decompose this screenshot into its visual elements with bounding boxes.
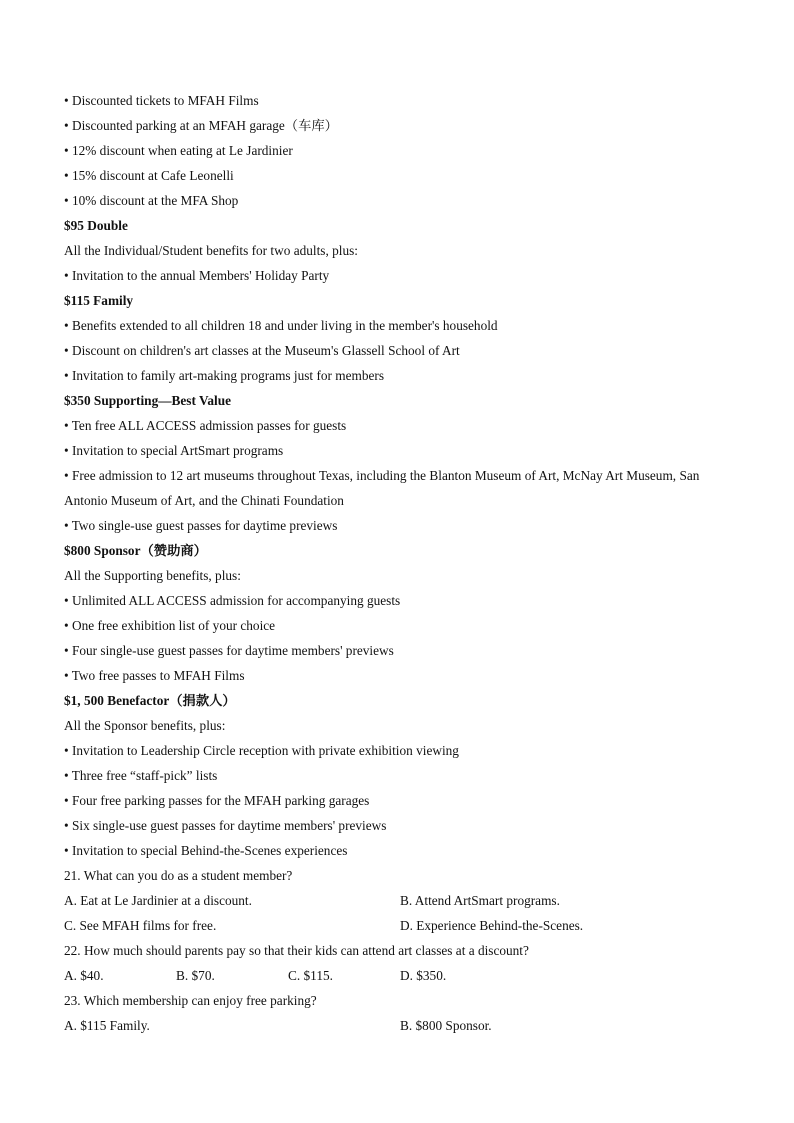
option-row	[64, 913, 730, 938]
question-stem: 21. What can you do as a student member?	[64, 868, 293, 883]
benefit-item: • Six single-use guest passes for daytime members' previews	[64, 818, 387, 833]
benefit-item: • 12% discount when eating at Le Jardinier	[64, 143, 293, 158]
benefit-item: • 15% discount at Cafe Leonelli	[64, 168, 234, 183]
benefit-item: • Discounted parking at an MFAH garage（车库）	[64, 118, 338, 133]
tier-heading: $350 Supporting—Best Value	[64, 393, 231, 408]
option-row	[64, 1013, 730, 1038]
benefit-item: • Two single-use guest passes for daytime previews	[64, 518, 338, 533]
benefit-item: • Benefits extended to all children 18 and under living in the member's household	[64, 318, 498, 333]
benefit-item: • Invitation to the annual Members' Holiday Party	[64, 268, 330, 283]
benefit-item: • Ten free ALL ACCESS admission passes for guests	[64, 418, 347, 433]
option-b: B. $70.	[176, 968, 215, 983]
benefit-item: • Free admission to 12 art museums throughout Texas, including the Blanton Museum of Art, McNay Art Museum, San Antonio Museum of Art, and the Chinati Foundation	[64, 468, 700, 508]
tier-intro: All the Supporting benefits, plus:	[64, 568, 241, 583]
benefit-item: • Invitation to Leadership Circle reception with private exhibition viewing	[64, 743, 459, 758]
benefit-item: • Discounted tickets to MFAH Films	[64, 93, 259, 108]
tier-intro: All the Individual/Student benefits for two adults, plus:	[64, 243, 358, 258]
benefit-item: • Invitation to family art-making programs just for members	[64, 368, 385, 383]
document-content	[64, 88, 730, 1038]
option-c: C. $115.	[288, 968, 333, 983]
option-row	[64, 963, 730, 988]
benefit-item: • Invitation to special Behind-the-Scenes experiences	[64, 843, 348, 858]
tier-heading: $1, 500 Benefactor（捐款人）	[64, 693, 236, 708]
tier-heading: $800 Sponsor（赞助商）	[64, 543, 207, 558]
benefit-item: • One free exhibition list of your choice	[64, 618, 276, 633]
option-c: C. See MFAH films for free.	[64, 918, 217, 933]
benefit-item: • Three free “staff-pick” lists	[64, 768, 218, 783]
benefit-item: • Invitation to special ArtSmart programs	[64, 443, 284, 458]
option-a: A. Eat at Le Jardinier at a discount.	[64, 893, 252, 908]
option-a: A. $40.	[64, 968, 104, 983]
option-d: D. $350.	[400, 968, 447, 983]
benefit-item: • Discount on children's art classes at the Museum's Glassell School of Art	[64, 343, 460, 358]
tier-heading: $95 Double	[64, 218, 128, 233]
benefit-item: • 10% discount at the MFA Shop	[64, 193, 239, 208]
option-b: B. Attend ArtSmart programs.	[400, 893, 560, 908]
benefit-item: • Four single-use guest passes for daytime members' previews	[64, 643, 394, 658]
tier-heading: $115 Family	[64, 293, 134, 308]
option-a: A. $115 Family.	[64, 1018, 150, 1033]
benefit-item: • Unlimited ALL ACCESS admission for accompanying guests	[64, 593, 401, 608]
question-stem: 22. How much should parents pay so that their kids can attend art classes at a discount?	[64, 943, 529, 958]
option-row	[64, 888, 730, 913]
benefit-item: • Four free parking passes for the MFAH parking garages	[64, 793, 370, 808]
benefit-item: • Two free passes to MFAH Films	[64, 668, 245, 683]
option-d: D. Experience Behind-the-Scenes.	[400, 918, 584, 933]
tier-intro: All the Sponsor benefits, plus:	[64, 718, 226, 733]
option-b: B. $800 Sponsor.	[400, 1018, 492, 1033]
question-stem: 23. Which membership can enjoy free parking?	[64, 993, 317, 1008]
